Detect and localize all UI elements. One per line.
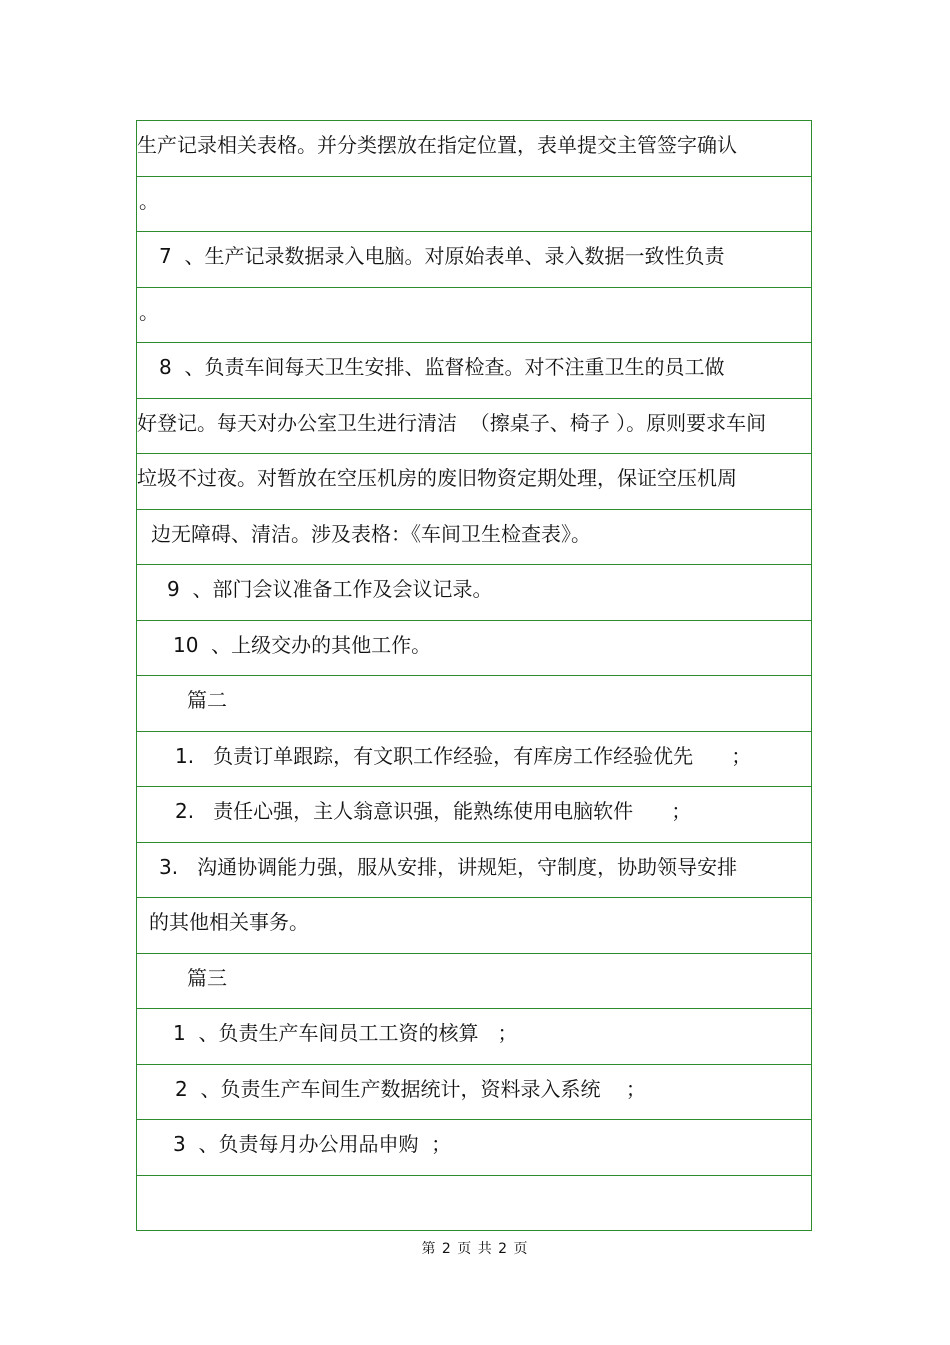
- document-line-text: 的其他相关事务。: [149, 910, 309, 934]
- document-line-text: 7 、生产记录数据录入电脑。对原始表单、录入数据一致性负责: [159, 244, 725, 268]
- document-line: [137, 343, 811, 399]
- document-line: [137, 898, 811, 954]
- document-line-text: 2 、负责生产车间生产数据统计，资料录入系统 ；: [175, 1076, 646, 1101]
- document-line-text: 2. 责任心强，主人翁意识强，能熟练使用电脑软件 ；: [175, 799, 692, 823]
- document-line-text: 。: [139, 188, 159, 213]
- document-line: [137, 454, 811, 510]
- document-line-text: 。: [139, 299, 159, 324]
- document-line: [137, 1009, 811, 1065]
- document-line-text: 1. 负责订单跟踪，有文职工作经验，有库房工作经验优先 ；: [175, 743, 752, 768]
- document-line-text: 1 、负责生产车间员工工资的核算 ；: [173, 1021, 518, 1045]
- document-line-text: 生产记录相关表格。并分类摆放在指定位置，表单提交主管签字确认: [137, 133, 737, 157]
- document-line: [137, 621, 811, 677]
- document-line: [137, 787, 811, 843]
- document-line: [137, 177, 811, 233]
- document-line-text: 篇三: [187, 965, 227, 990]
- document-line: [137, 399, 811, 455]
- document-line: [137, 843, 811, 899]
- document-line: [137, 565, 811, 621]
- document-line: [137, 232, 811, 288]
- document-line: [137, 288, 811, 344]
- document-line-text: 3. 沟通协调能力强，服从安排，讲规矩，守制度，协助领导安排: [159, 854, 738, 879]
- document-line-text: 10 、上级交办的其他工作。: [173, 632, 432, 657]
- document-line-text: 8 、负责车间每天卫生安排、监督检查。对不注重卫生的员工做: [159, 355, 725, 379]
- document-line-text: 9 、部门会议准备工作及会议记录。: [167, 577, 493, 601]
- document-line: [137, 121, 811, 177]
- document-line-text: 垃圾不过夜。对暂放在空压机房的废旧物资定期处理，保证空压机周: [137, 466, 737, 490]
- document-line: [137, 1065, 811, 1121]
- document-line: [137, 954, 811, 1010]
- document-line: [137, 732, 811, 788]
- document-line-text: 篇二: [187, 688, 227, 712]
- document-line: [137, 1120, 811, 1176]
- document-line-text: 边无障碍、清洁。涉及表格：《车间卫生检查表》。: [151, 521, 591, 546]
- document-line: [137, 1176, 811, 1232]
- document-line-text: 3 、负责每月办公用品申购 ；: [173, 1132, 452, 1156]
- document-page-frame: [136, 120, 812, 1231]
- document-line: [137, 676, 811, 732]
- document-line: [137, 510, 811, 566]
- page-number-footer: 第 2 页 共 2 页: [421, 1241, 529, 1257]
- document-line-text: 好登记。每天对办公室卫生进行清洁 （擦桌子、椅子 ）。原则要求车间: [137, 410, 767, 435]
